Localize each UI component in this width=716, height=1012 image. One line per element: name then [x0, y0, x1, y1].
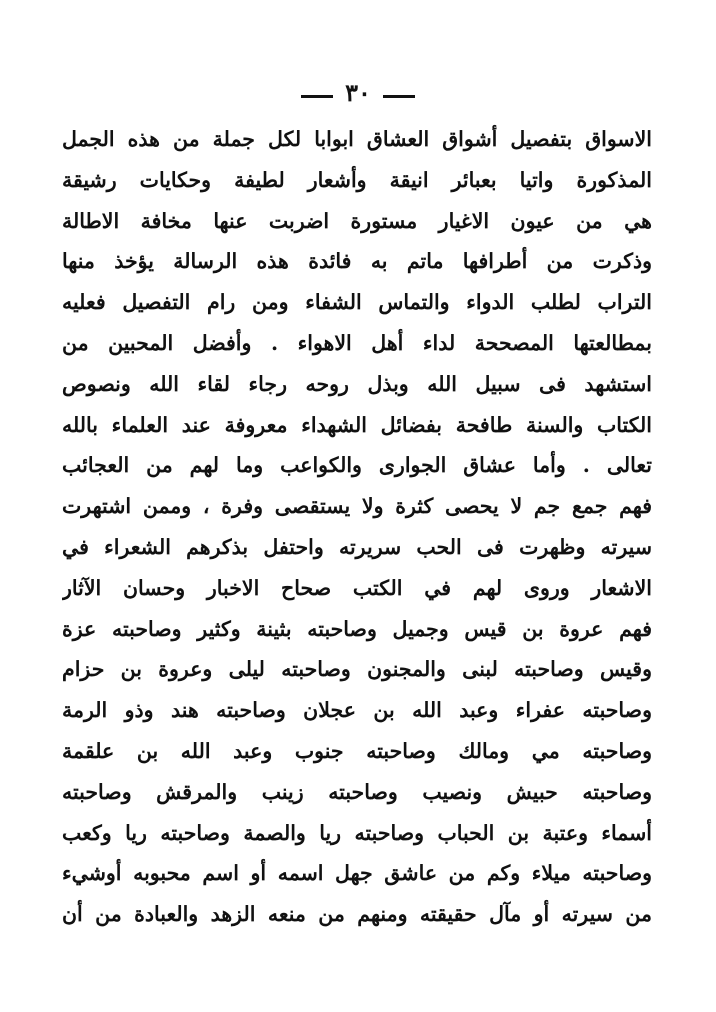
text-line: فهم جمع جم لا يحصى كثرة ولا يستقصى وفرة ، وممن اشتهرت [62, 494, 652, 519]
text-line: التراب لطلب الدواء والتماس الشفاء ومن رام التفصيل فعليه [62, 290, 652, 315]
text-line: هي من عيون الاغيار مستورة اضربت عنها مخافة الاطالة [62, 208, 652, 233]
text-line: الكتاب والسنة طافحة بفضائل الشهداء معروفة عند العلماء بالله [62, 412, 652, 437]
text-line: وصاحبته ميلاء وكم من عاشق جهل اسمه أو اسم محبوبه أوشيء [62, 861, 652, 886]
text-line: وصاحبته مي ومالك وصاحبته جنوب وعبد الله بن علقمة [62, 738, 652, 763]
text-line: الاشعار وروى لهم في الكتب صحاح الاخبار وحسان الآثار [62, 575, 652, 600]
text-line: أسماء وعتبة بن الحباب وصاحبته ريا والصمة وصاحبته ريا وكعب [62, 820, 652, 845]
body-text [62, 119, 652, 935]
text-line: المذكورة واتيا بعبائر انيقة وأشعار لطيفة وحكايات رشيقة [62, 167, 652, 192]
text-line: وقيس وصاحبته لبنى والمجنون وصاحبته ليلى وعروة بن حزام [62, 657, 652, 682]
text-line: فهم عروة بن قيس وجميل وصاحبته بثينة وكثير وصاحبته عزة [62, 616, 652, 641]
text-line: وصاحبته حبيش ونصيب وصاحبته زينب والمرقش وصاحبته [62, 779, 652, 804]
text-line: بمطالعتها المصححة لداء أهل الاهواء . وأفضل المحبين من [62, 330, 652, 355]
text-line: من سيرته أو مآل حقيقته ومنهم من منعه الزهد والعبادة من أن [62, 902, 652, 927]
page-number: ٣٠ [345, 78, 371, 107]
page-header [0, 78, 716, 108]
text-line: سيرته وظهرت فى الحب سريرته واحتفل بذكرهم الشعراء في [62, 534, 652, 559]
header-dash-left [301, 95, 333, 98]
text-line: تعالى . وأما عشاق الجوارى والكواعب وما لهم من العجائب [62, 453, 652, 478]
header-dash-right [383, 95, 415, 98]
text-line: استشهد فى سبيل الله وبذل روحه رجاء لقاء الله ونصوص [62, 371, 652, 396]
text-line: الاسواق بتفصيل أشواق العشاق ابوابا لكل جملة من هذه الجمل [62, 127, 652, 151]
text-line: وذكرت من أطرافها ماتم به فائدة هذه الرسالة يؤخذ منها [62, 249, 652, 274]
text-line: وصاحبته عفراء وعبد الله بن عجلان وصاحبته هند وذو الرمة [62, 698, 652, 723]
